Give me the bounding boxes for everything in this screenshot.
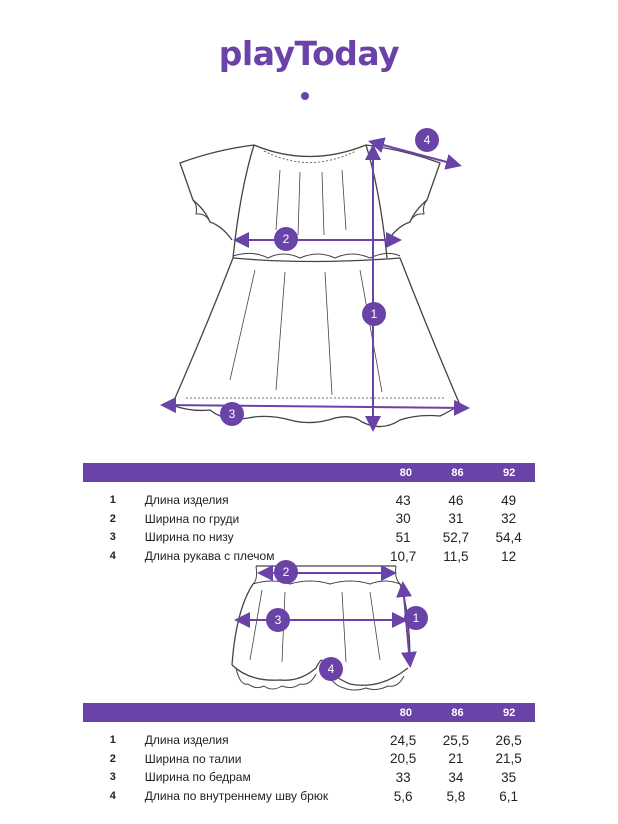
table-row: 1 Длина изделия 43 46 49 xyxy=(109,492,517,508)
size-80: 80 xyxy=(399,706,412,719)
brand-logo: playToday xyxy=(218,34,400,73)
dress-measure-lines xyxy=(164,142,466,428)
pants-marker-4 xyxy=(319,657,343,681)
svg-text:3: 3 xyxy=(274,613,282,627)
table-row: 3 Ширина по бедрам 33 34 35 xyxy=(109,769,517,785)
svg-text:4: 4 xyxy=(423,133,431,147)
size-86: 86 xyxy=(451,706,464,719)
dress-marker-1 xyxy=(362,302,386,326)
dress-table-header xyxy=(83,463,535,482)
pants-marker-3 xyxy=(266,608,290,632)
pants-marker-1 xyxy=(404,606,428,630)
table-row: 4 Длина рукава с плечом 10,7 11,5 12 xyxy=(109,548,517,564)
table-row: 2 Ширина по груди 30 31 32 xyxy=(109,511,517,527)
size-92: 92 xyxy=(503,706,516,719)
size-86: 86 xyxy=(451,466,464,479)
dress-marker-4 xyxy=(415,128,439,152)
svg-text:2: 2 xyxy=(282,565,290,579)
svg-text:2: 2 xyxy=(282,232,290,246)
pants-size-table xyxy=(83,703,535,805)
svg-text:1: 1 xyxy=(412,611,420,625)
dress-sketch xyxy=(172,145,460,427)
dress-marker-3 xyxy=(220,402,244,426)
size-92: 92 xyxy=(503,466,516,479)
svg-text:4: 4 xyxy=(327,662,335,676)
svg-text:1: 1 xyxy=(370,307,378,321)
size-80: 80 xyxy=(399,466,412,479)
svg-text:3: 3 xyxy=(228,407,236,421)
table-row: 3 Ширина по низу 51 52,7 54,4 xyxy=(109,529,522,545)
pants-table-header xyxy=(83,703,535,722)
table-row: 2 Ширина по талии 20,5 21 21,5 xyxy=(109,751,522,767)
table-row: 4 Длина по внутреннему шву брюк 5,6 5,8 6,1 xyxy=(109,788,518,804)
dress-size-table xyxy=(83,463,535,565)
dress-marker-2 xyxy=(274,227,298,251)
table-row: 1 Длина изделия 24,5 25,5 26,5 xyxy=(109,732,522,748)
